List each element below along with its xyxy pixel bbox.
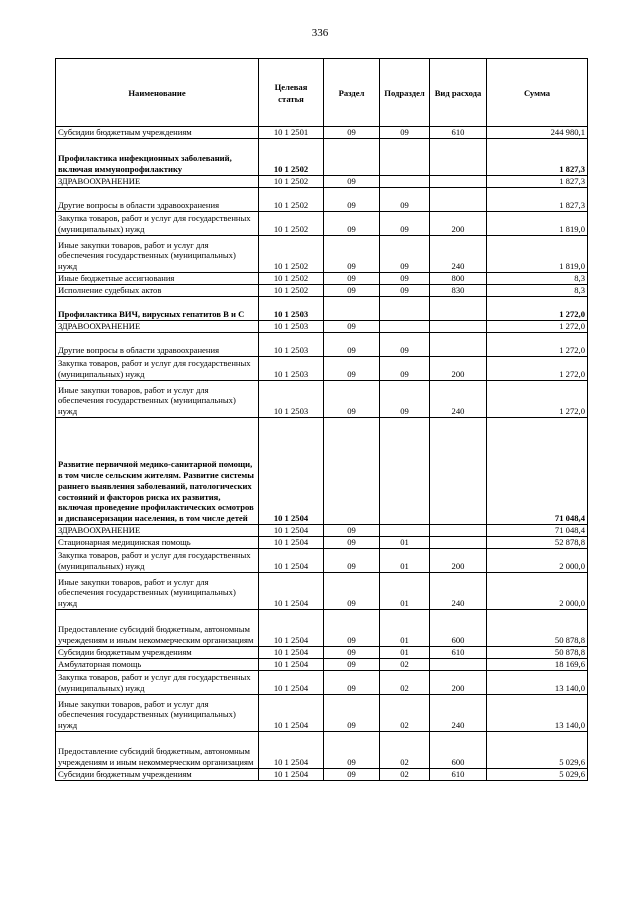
row-code-cell: 10 1 2503: [259, 357, 324, 381]
row-sum-cell: 1 819,0: [487, 212, 588, 236]
header-sum: Сумма: [487, 59, 588, 127]
row-type-cell: [430, 418, 487, 525]
row-sum-cell: 5 029,6: [487, 769, 588, 781]
row-subsection-cell: [380, 321, 430, 333]
row-code-cell: 10 1 2501: [259, 127, 324, 139]
row-code-cell: 10 1 2503: [259, 333, 324, 357]
table-row: [56, 671, 588, 695]
table-row: [56, 381, 588, 418]
row-code-cell: 10 1 2504: [259, 573, 324, 610]
row-sum-cell: 2 000,0: [487, 573, 588, 610]
row-sum-cell: 1 272,0: [487, 381, 588, 418]
header-type: Вид расхода: [430, 59, 487, 127]
row-subsection-cell: 02: [380, 732, 430, 769]
row-code-cell: 10 1 2504: [259, 537, 324, 549]
row-name-cell: ЗДРАВООХРАНЕНИЕ: [56, 176, 259, 188]
row-section-cell: 09: [324, 695, 380, 732]
row-sum-cell: 13 140,0: [487, 695, 588, 732]
row-section-cell: 09: [324, 357, 380, 381]
row-section-cell: 09: [324, 333, 380, 357]
table-row: [56, 647, 588, 659]
row-code-cell: 10 1 2502: [259, 285, 324, 297]
table-header-row: [56, 59, 588, 127]
row-section-cell: 09: [324, 381, 380, 418]
table-row: [56, 176, 588, 188]
row-type-cell: 610: [430, 647, 487, 659]
row-type-cell: 830: [430, 285, 487, 297]
row-sum-cell: 71 048,4: [487, 418, 588, 525]
table-row: [56, 732, 588, 769]
row-name-cell: Предоставление субсидий бюджетным, автономным учреждениям и иным некоммерческим организациям: [56, 610, 259, 647]
row-subsection-cell: 09: [380, 188, 430, 212]
row-sum-cell: 8,3: [487, 285, 588, 297]
row-subsection-cell: 01: [380, 549, 430, 573]
table-row: [56, 285, 588, 297]
row-type-cell: [430, 525, 487, 537]
row-section-cell: 09: [324, 647, 380, 659]
row-section-cell: 09: [324, 321, 380, 333]
table-row: [56, 659, 588, 671]
budget-table: [55, 58, 588, 781]
row-section-cell: 09: [324, 537, 380, 549]
row-type-cell: 240: [430, 236, 487, 273]
row-code-cell: 10 1 2502: [259, 273, 324, 285]
row-section-cell: 09: [324, 671, 380, 695]
row-section-cell: 09: [324, 769, 380, 781]
row-type-cell: 200: [430, 549, 487, 573]
row-subsection-cell: 09: [380, 273, 430, 285]
row-section-cell: [324, 297, 380, 321]
row-name-cell: Закупка товаров, работ и услуг для государственных (муниципальных) нужд: [56, 549, 259, 573]
table-row: [56, 573, 588, 610]
row-sum-cell: 1 827,3: [487, 188, 588, 212]
row-sum-cell: 1 272,0: [487, 321, 588, 333]
row-name-cell: Иные бюджетные ассигнования: [56, 273, 259, 285]
row-name-cell: Стационарная медицинская помощь: [56, 537, 259, 549]
row-code-cell: 10 1 2504: [259, 647, 324, 659]
row-type-cell: [430, 537, 487, 549]
row-sum-cell: 1 827,3: [487, 176, 588, 188]
row-code-cell: 10 1 2502: [259, 212, 324, 236]
row-type-cell: [430, 176, 487, 188]
row-name-cell: Профилактика ВИЧ, вирусных гепатитов В и С: [56, 297, 259, 321]
row-subsection-cell: 02: [380, 659, 430, 671]
row-code-cell: 10 1 2503: [259, 381, 324, 418]
row-name-cell: ЗДРАВООХРАНЕНИЕ: [56, 321, 259, 333]
row-type-cell: 200: [430, 671, 487, 695]
row-section-cell: 09: [324, 285, 380, 297]
table-row: [56, 297, 588, 321]
row-section-cell: 09: [324, 549, 380, 573]
row-sum-cell: 71 048,4: [487, 525, 588, 537]
table-row: [56, 127, 588, 139]
row-subsection-cell: [380, 139, 430, 176]
row-name-cell: ЗДРАВООХРАНЕНИЕ: [56, 525, 259, 537]
row-section-cell: 09: [324, 236, 380, 273]
table-row: [56, 357, 588, 381]
row-section-cell: 09: [324, 212, 380, 236]
row-section-cell: 09: [324, 273, 380, 285]
row-type-cell: 600: [430, 732, 487, 769]
row-subsection-cell: [380, 297, 430, 321]
row-name-cell: Исполнение судебных актов: [56, 285, 259, 297]
row-code-cell: 10 1 2503: [259, 297, 324, 321]
row-subsection-cell: 09: [380, 236, 430, 273]
table-row: [56, 610, 588, 647]
row-sum-cell: 1 827,3: [487, 139, 588, 176]
row-subsection-cell: 09: [380, 357, 430, 381]
row-subsection-cell: 09: [380, 381, 430, 418]
row-name-cell: Субсидии бюджетным учреждениям: [56, 647, 259, 659]
row-subsection-cell: 09: [380, 333, 430, 357]
row-type-cell: [430, 297, 487, 321]
row-name-cell: Другие вопросы в области здравоохранения: [56, 333, 259, 357]
row-name-cell: Иные закупки товаров, работ и услуг для обеспечения государственных (муниципальных) нужд: [56, 381, 259, 418]
row-section-cell: 09: [324, 659, 380, 671]
row-subsection-cell: 02: [380, 695, 430, 732]
row-section-cell: 09: [324, 176, 380, 188]
row-name-cell: Иные закупки товаров, работ и услуг для обеспечения государственных (муниципальных) нужд: [56, 236, 259, 273]
row-sum-cell: 13 140,0: [487, 671, 588, 695]
row-sum-cell: 1 272,0: [487, 357, 588, 381]
row-type-cell: 800: [430, 273, 487, 285]
table-row: [56, 236, 588, 273]
row-subsection-cell: 01: [380, 537, 430, 549]
row-name-cell: Профилактика инфекционных заболеваний, включая иммунопрофилактику: [56, 139, 259, 176]
table-row: [56, 525, 588, 537]
row-subsection-cell: [380, 525, 430, 537]
table-row: [56, 212, 588, 236]
row-type-cell: [430, 139, 487, 176]
header-section: Раздел: [324, 59, 380, 127]
row-sum-cell: 50 878,8: [487, 610, 588, 647]
row-code-cell: 10 1 2502: [259, 139, 324, 176]
row-name-cell: Развитие первичной медико-санитарной помощи, в том числе сельским жителям. Развитие системы раннего выявления заболеваний, патологических состояний и факторов риска их развития, включая проведение профилактических осмотров и диспансеризации населения, в том числе детей: [56, 418, 259, 525]
row-sum-cell: 8,3: [487, 273, 588, 285]
row-name-cell: Предоставление субсидий бюджетным, автономным учреждениям и иным некоммерческим организациям: [56, 732, 259, 769]
table-row: [56, 549, 588, 573]
row-code-cell: 10 1 2504: [259, 769, 324, 781]
row-section-cell: 09: [324, 188, 380, 212]
row-subsection-cell: 02: [380, 769, 430, 781]
row-sum-cell: 2 000,0: [487, 549, 588, 573]
row-subsection-cell: 09: [380, 127, 430, 139]
row-name-cell: Закупка товаров, работ и услуг для государственных (муниципальных) нужд: [56, 357, 259, 381]
row-code-cell: 10 1 2504: [259, 549, 324, 573]
row-type-cell: [430, 188, 487, 212]
row-sum-cell: 52 878,8: [487, 537, 588, 549]
row-name-cell: Закупка товаров, работ и услуг для государственных (муниципальных) нужд: [56, 671, 259, 695]
row-type-cell: [430, 321, 487, 333]
row-subsection-cell: [380, 176, 430, 188]
row-subsection-cell: [380, 418, 430, 525]
table-row: [56, 321, 588, 333]
row-section-cell: [324, 139, 380, 176]
row-code-cell: 10 1 2502: [259, 188, 324, 212]
row-code-cell: 10 1 2503: [259, 321, 324, 333]
table-row: [56, 695, 588, 732]
row-name-cell: Амбулаторная помощь: [56, 659, 259, 671]
row-type-cell: 610: [430, 127, 487, 139]
row-name-cell: Субсидии бюджетным учреждениям: [56, 769, 259, 781]
row-type-cell: 240: [430, 695, 487, 732]
row-type-cell: [430, 333, 487, 357]
row-sum-cell: 50 878,8: [487, 647, 588, 659]
table-row: [56, 188, 588, 212]
row-subsection-cell: 01: [380, 647, 430, 659]
row-code-cell: 10 1 2504: [259, 659, 324, 671]
row-section-cell: 09: [324, 525, 380, 537]
row-type-cell: 610: [430, 769, 487, 781]
row-code-cell: 10 1 2502: [259, 176, 324, 188]
table-body: [56, 127, 588, 781]
table-row: [56, 333, 588, 357]
page-number: 336: [311, 27, 329, 39]
table-row: [56, 418, 588, 525]
row-type-cell: [430, 659, 487, 671]
header-code: Целевая статья: [259, 59, 324, 127]
row-code-cell: 10 1 2504: [259, 695, 324, 732]
row-code-cell: 10 1 2504: [259, 418, 324, 525]
row-type-cell: 600: [430, 610, 487, 647]
row-section-cell: 09: [324, 573, 380, 610]
table-row: [56, 537, 588, 549]
row-code-cell: 10 1 2504: [259, 671, 324, 695]
row-section-cell: 09: [324, 732, 380, 769]
row-subsection-cell: 01: [380, 573, 430, 610]
row-name-cell: Иные закупки товаров, работ и услуг для обеспечения государственных (муниципальных) нужд: [56, 695, 259, 732]
row-subsection-cell: 01: [380, 610, 430, 647]
row-section-cell: [324, 418, 380, 525]
row-type-cell: 240: [430, 573, 487, 610]
row-code-cell: 10 1 2504: [259, 732, 324, 769]
row-section-cell: 09: [324, 610, 380, 647]
row-type-cell: 240: [430, 381, 487, 418]
row-name-cell: Субсидии бюджетным учреждениям: [56, 127, 259, 139]
row-subsection-cell: 09: [380, 285, 430, 297]
header-subsection: Подраздел: [380, 59, 430, 127]
row-code-cell: 10 1 2504: [259, 525, 324, 537]
row-subsection-cell: 02: [380, 671, 430, 695]
table-row: [56, 273, 588, 285]
row-code-cell: 10 1 2504: [259, 610, 324, 647]
table-row: [56, 769, 588, 781]
header-name: Наименование: [56, 59, 259, 127]
row-sum-cell: 1 272,0: [487, 333, 588, 357]
row-type-cell: 200: [430, 212, 487, 236]
row-name-cell: Другие вопросы в области здравоохранения: [56, 188, 259, 212]
row-sum-cell: 1 272,0: [487, 297, 588, 321]
row-sum-cell: 5 029,6: [487, 732, 588, 769]
row-sum-cell: 1 819,0: [487, 236, 588, 273]
row-name-cell: Иные закупки товаров, работ и услуг для обеспечения государственных (муниципальных) нужд: [56, 573, 259, 610]
row-sum-cell: 18 169,6: [487, 659, 588, 671]
row-sum-cell: 244 980,1: [487, 127, 588, 139]
table-row: [56, 139, 588, 176]
row-type-cell: 200: [430, 357, 487, 381]
row-name-cell: Закупка товаров, работ и услуг для государственных (муниципальных) нужд: [56, 212, 259, 236]
row-code-cell: 10 1 2502: [259, 236, 324, 273]
row-subsection-cell: 09: [380, 212, 430, 236]
row-section-cell: 09: [324, 127, 380, 139]
